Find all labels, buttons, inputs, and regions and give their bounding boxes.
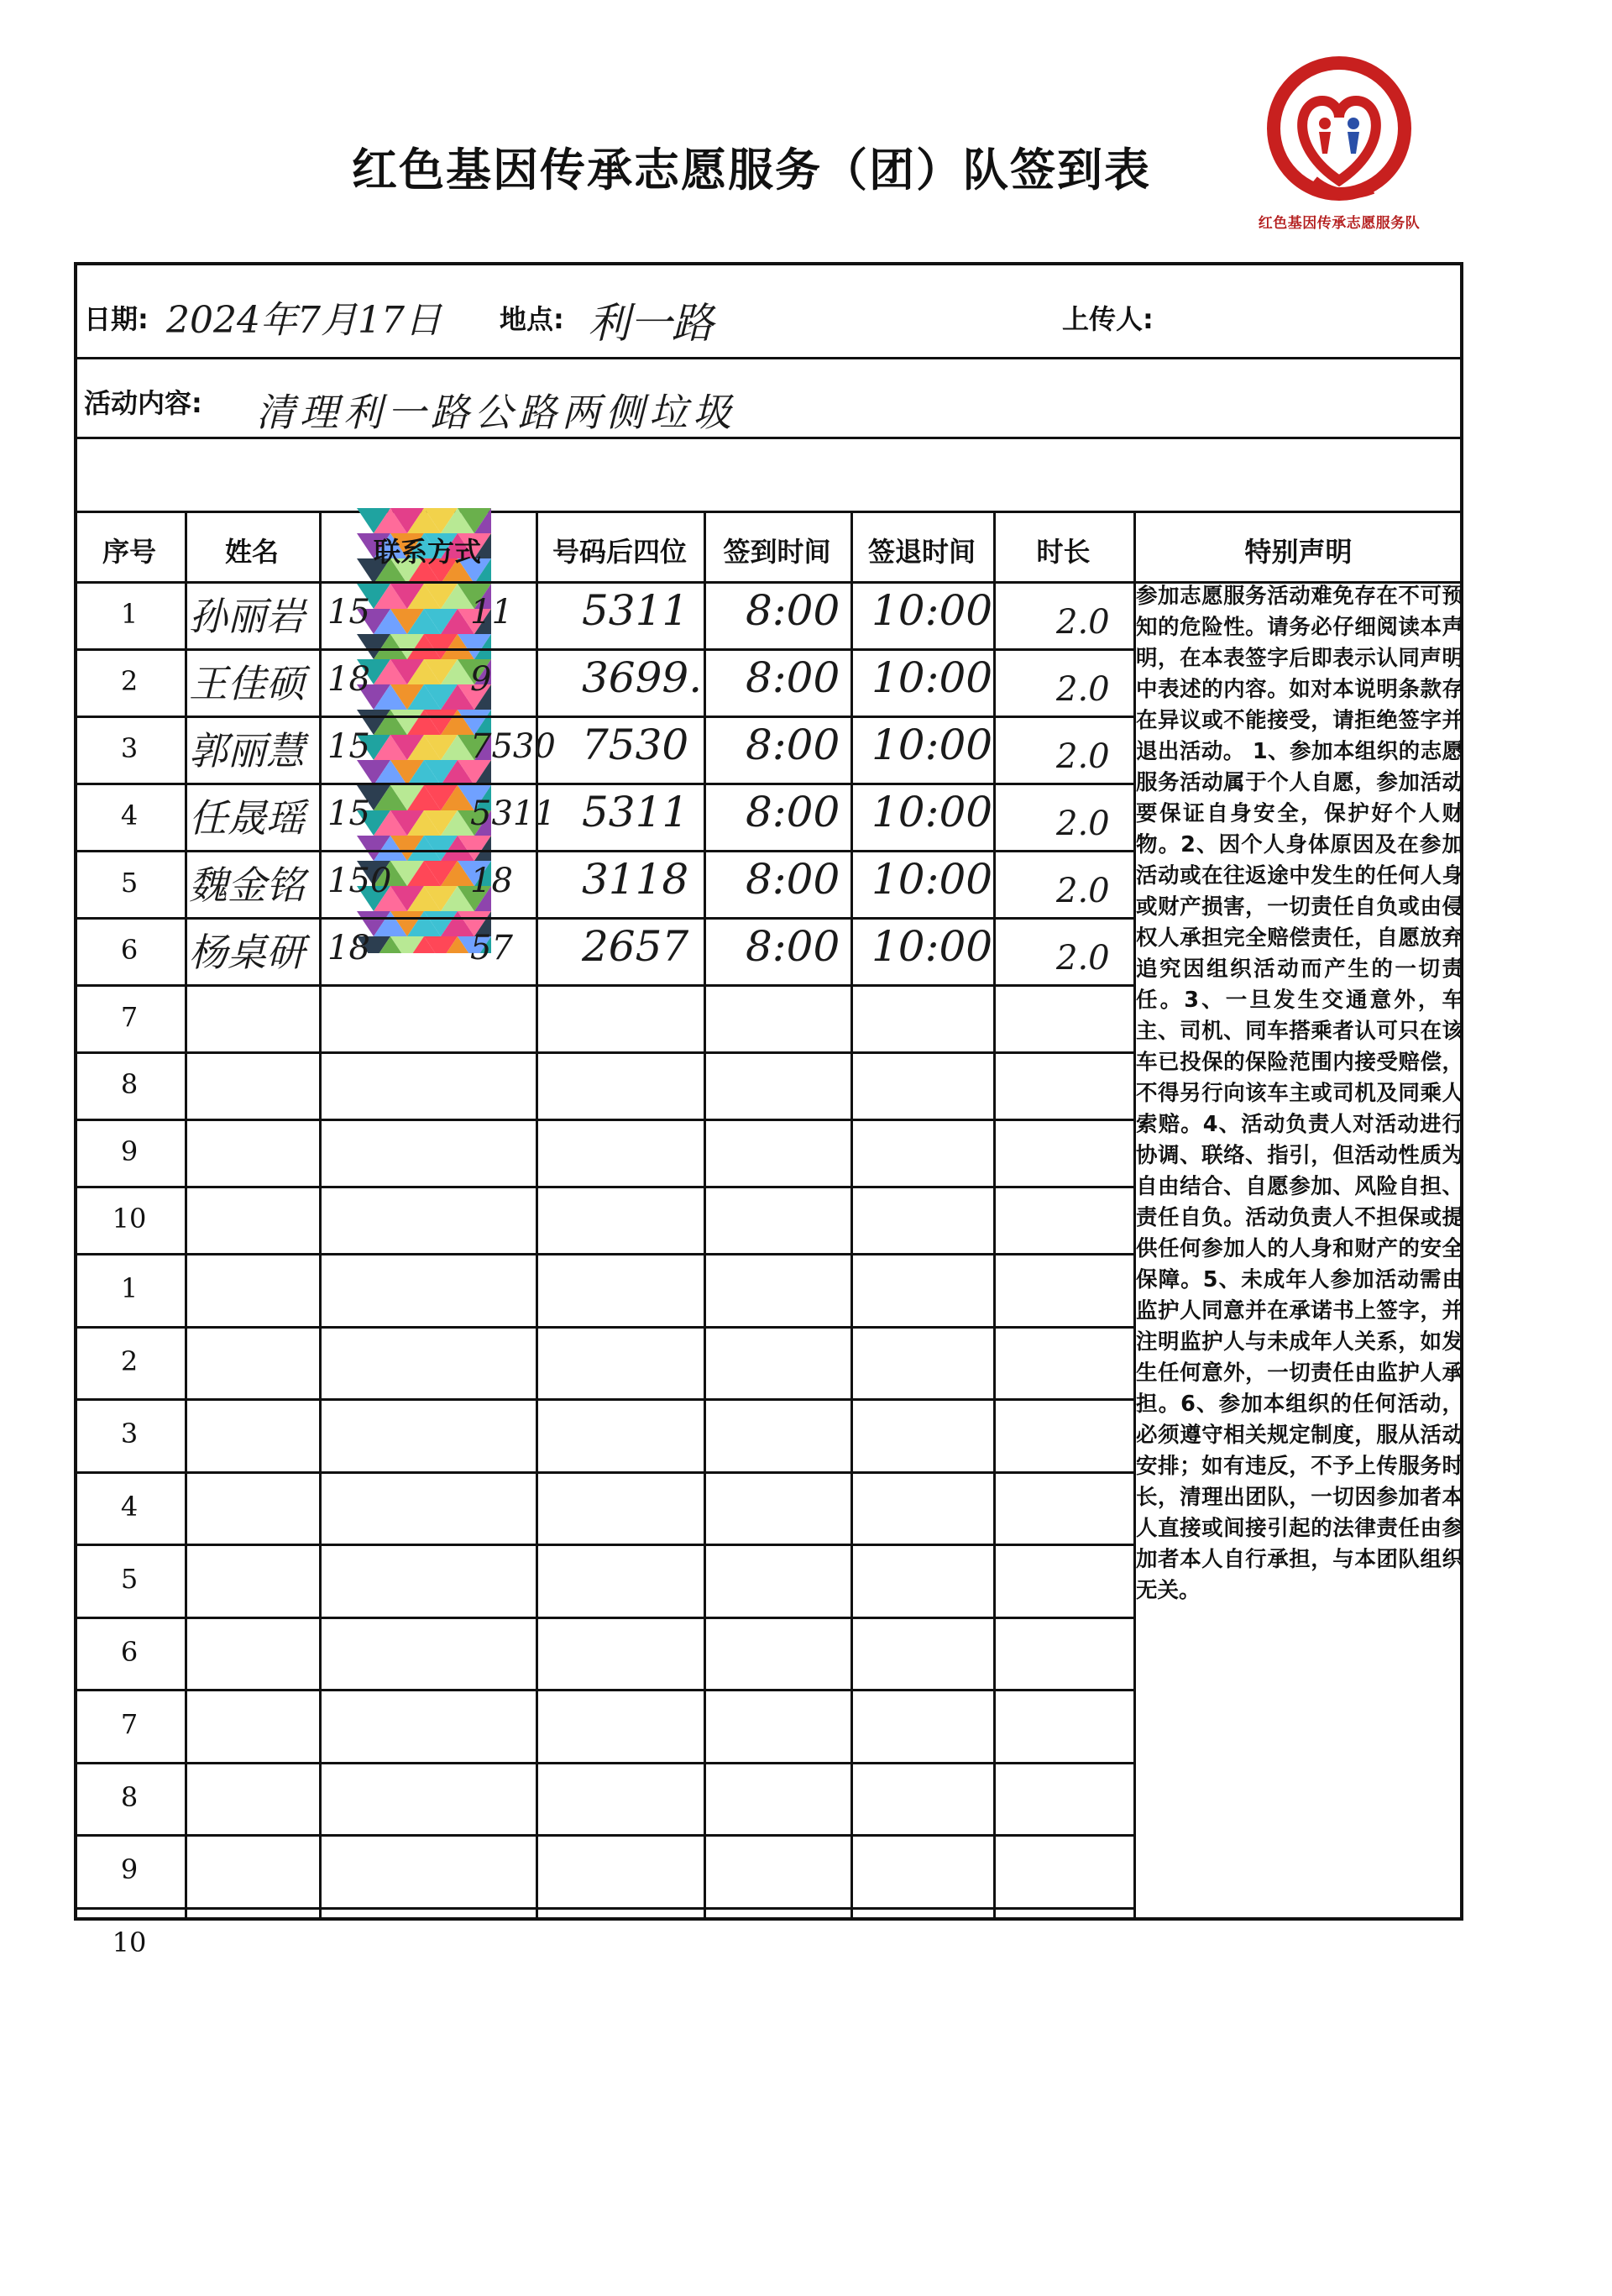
sign-in-time: 8:00 <box>746 788 840 836</box>
place-value: 利一路 <box>588 299 714 348</box>
row-number: 4 <box>120 1490 139 1523</box>
phone-prefix: 15 <box>327 727 370 766</box>
row-divider <box>74 1326 1133 1329</box>
sign-out-time: 10:00 <box>871 922 993 971</box>
row-number: 1 <box>120 1272 139 1305</box>
volunteer-name: 王佳硕 <box>189 661 305 706</box>
phone-suffix: 11 <box>470 593 513 632</box>
row-number: 9 <box>120 1853 139 1886</box>
sign-in-time: 8:00 <box>746 721 840 769</box>
row-number: 5 <box>120 867 139 899</box>
column-divider <box>185 511 187 1921</box>
date-value: 2024年7月17日 <box>166 299 442 342</box>
column-divider <box>536 511 538 1921</box>
activity-value: 清理利一路公路两侧垃圾 <box>256 390 736 435</box>
place-label: 地点: <box>500 303 564 335</box>
row-number: 8 <box>120 1780 139 1813</box>
duration: 2.0 <box>1056 670 1110 709</box>
sign-in-time: 8:00 <box>746 586 840 635</box>
special-statement: 参加志愿服务活动难免存在不可预知的危险性。请务必仔细阅读本声明，在本表签字后即表示认同声明中表述的内容。如对本说明条款存在异议或不能接受，请拒绝签字并退出活动。 1、参加本组织的志愿服务活动属于个人自愿，参加活动要保证自身安全，保护好个人财物。2、因个人身体原因及在参加活动或在往返途中发生的任何人身或财产损害，一切责任自负或由侵权人承担完全赔偿责任，自愿放弃追究因组织活动而产生的一切责任。3、一旦发生交通意外，车主、司机、同车搭乘者认可只在该车已投保的保险范围内接受赔偿，不得另行向该车主或司机及同乘人索赔。4、活动负责人对活动进行协调、联络、指引，但活动性质为自由结合、自愿参加、风险自担、责任自负。活动负责人不担保或提供任何参加人的人身和财产的安全保障。5、未成年人参加活动需由监护人同意并在承诺书上签字，并注明监护人与未成年人关系，如发生任何意外，一切责任由监护人承担。6、参加本组织的任何活动，必须遵守相关规定制度，服从活动安排；如有违反，不予上传服务时长，清理出团队，一切因参加者本人直接或间接引起的法律责任由参加者本人自行承担，与本团队组织无关。 <box>1136 584 1463 1603</box>
row-divider <box>74 783 1133 785</box>
sign-out-time: 10:00 <box>871 855 993 904</box>
phone-prefix: 18 <box>327 929 370 967</box>
phone-suffix: 57 <box>470 929 513 967</box>
sign-out-time: 10:00 <box>871 788 993 836</box>
sign-out-time: 10:00 <box>871 721 993 769</box>
sign-out-time: 10:00 <box>871 653 993 702</box>
volunteer-name: 郭丽慧 <box>189 728 305 773</box>
column-divider <box>319 511 322 1921</box>
phone-suffix: 5311 <box>470 794 556 833</box>
row-divider <box>74 850 1133 852</box>
row-divider <box>74 1617 1133 1619</box>
row-number: 4 <box>120 799 139 831</box>
row-divider <box>74 1253 1133 1255</box>
row-number: 7 <box>120 1708 139 1741</box>
column-header-no: 序号 <box>102 536 156 568</box>
column-divider <box>850 511 853 1921</box>
logo-caption: 红色基因传承志愿服务队 <box>1258 215 1421 232</box>
column-header-phone: 联系方式 <box>373 536 481 568</box>
activity-label: 活动内容: <box>84 387 202 419</box>
phone-last-four: 3699. <box>582 653 703 702</box>
phone-prefix: 15 <box>327 794 370 833</box>
phone-last-four: 5311 <box>582 586 689 635</box>
row-number: 10 <box>112 1926 147 1958</box>
header-divider <box>74 581 1463 584</box>
organization-logo <box>1255 55 1423 252</box>
duration: 2.0 <box>1056 603 1110 642</box>
column-header-duration: 时长 <box>1036 536 1091 568</box>
column-divider <box>1133 511 1136 1921</box>
row-divider <box>74 1762 1133 1764</box>
row-divider <box>74 1186 1133 1188</box>
row-divider <box>74 984 1133 987</box>
phone-suffix: 18 <box>470 862 513 900</box>
row-divider <box>74 1689 1133 1691</box>
divider <box>74 511 1463 513</box>
row-number: 1 <box>120 598 139 630</box>
row-number: 8 <box>120 1068 139 1100</box>
column-header-signout: 签退时间 <box>867 536 976 568</box>
column-divider <box>704 511 706 1921</box>
volunteer-name: 魏金铭 <box>189 862 305 908</box>
phone-prefix: 18 <box>327 660 370 699</box>
sign-in-time: 8:00 <box>746 922 840 971</box>
sign-in-time: 8:00 <box>746 855 840 904</box>
phone-prefix: 15 <box>327 593 370 632</box>
phone-last-four: 3118 <box>582 855 689 904</box>
row-divider <box>74 1471 1133 1474</box>
page-title: 红色基因传承志愿服务（团）队签到表 <box>352 144 1151 197</box>
column-header-last4: 号码后四位 <box>552 536 687 568</box>
row-number: 3 <box>120 1418 139 1450</box>
duration: 2.0 <box>1056 737 1110 776</box>
row-number: 10 <box>112 1203 147 1234</box>
row-divider <box>74 716 1133 718</box>
volunteer-name: 杨桌研 <box>189 930 305 975</box>
phone-prefix: 150 <box>327 862 392 900</box>
column-header-name: 姓名 <box>224 536 279 568</box>
row-divider <box>74 1834 1133 1837</box>
date-label: 日期: <box>84 303 149 335</box>
row-number: 6 <box>120 1635 139 1668</box>
row-divider <box>74 1398 1133 1401</box>
row-divider <box>74 648 1133 651</box>
row-number: 2 <box>120 665 139 697</box>
row-number: 2 <box>120 1345 139 1377</box>
row-divider <box>74 1544 1133 1546</box>
row-divider <box>74 1119 1133 1121</box>
divider <box>74 357 1463 359</box>
row-number: 9 <box>120 1135 139 1167</box>
duration: 2.0 <box>1056 872 1110 910</box>
row-divider <box>74 1051 1133 1054</box>
column-header-signin: 签到时间 <box>723 536 831 568</box>
column-header-notice: 特别声明 <box>1244 536 1353 568</box>
sign-in-time: 8:00 <box>746 653 840 702</box>
row-number: 5 <box>120 1563 139 1596</box>
duration: 2.0 <box>1056 939 1110 978</box>
row-number: 3 <box>120 732 139 764</box>
uploader-label: 上传人: <box>1062 303 1154 335</box>
phone-suffix: 9 <box>470 660 492 699</box>
duration: 2.0 <box>1056 805 1110 843</box>
phone-suffix: 7530 <box>470 727 556 766</box>
volunteer-name: 任晟瑶 <box>189 795 305 841</box>
sign-out-time: 10:00 <box>871 586 993 635</box>
volunteer-name: 孙丽岩 <box>189 594 305 639</box>
row-number: 6 <box>120 934 139 966</box>
column-divider <box>993 511 996 1921</box>
phone-last-four: 5311 <box>582 788 689 836</box>
row-number: 7 <box>120 1001 139 1033</box>
row-divider <box>74 917 1133 920</box>
phone-last-four: 7530 <box>582 721 689 769</box>
row-divider <box>74 1907 1133 1910</box>
phone-last-four: 2657 <box>582 922 689 971</box>
